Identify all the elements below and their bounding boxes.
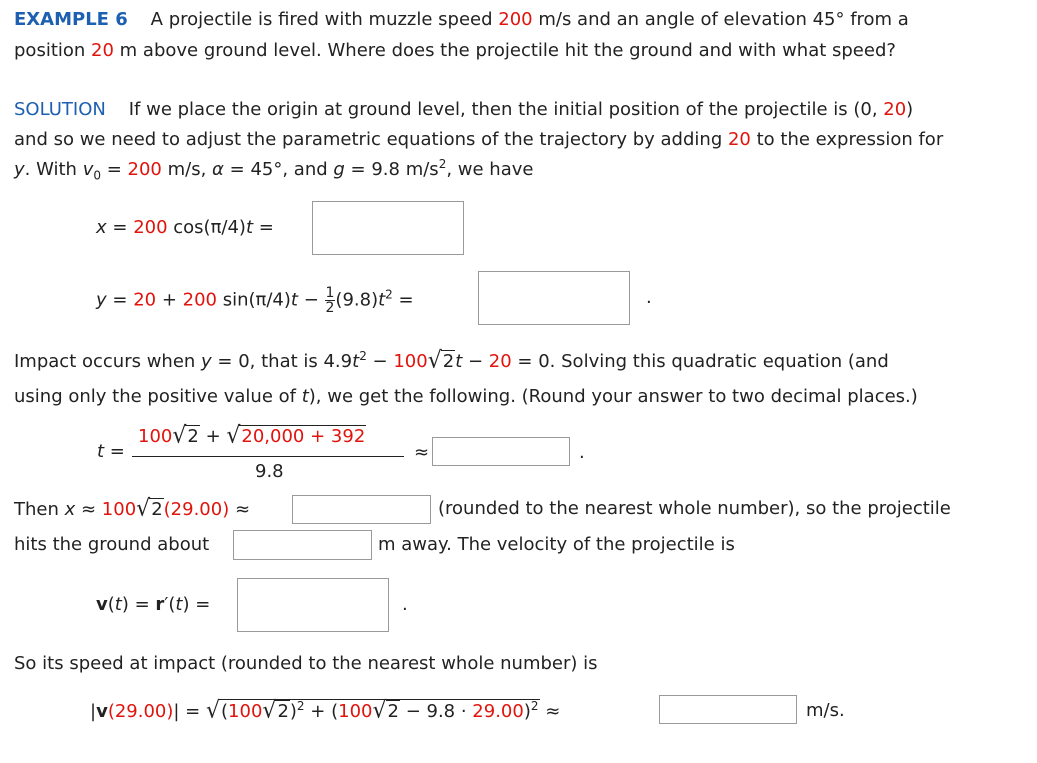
speed-eq-p1b: ) [289, 701, 297, 722]
impact-text-2: = 0, that is 4.9 [211, 351, 353, 372]
solution-text-9: , we have [446, 159, 534, 180]
v-eq-r: r [155, 594, 165, 615]
solution-v0: v [82, 159, 94, 180]
impact-text-7: using only the positive value of [14, 386, 302, 407]
y-eq-period: . [646, 287, 652, 308]
solution-text-7: = 45°, and [223, 159, 334, 180]
speed-eq-sqrt1: √2 [262, 697, 289, 724]
solution-eq1: = [101, 159, 128, 180]
solution-text-8: = 9.8 m/s [344, 159, 439, 180]
example-text-2: m/s and an angle of elevation 45° from a [532, 9, 909, 30]
speed-eq-c3: 29.00 [472, 701, 524, 722]
y-eq-rest: sin(π/4) [216, 289, 291, 311]
example-line-1 [14, 8, 909, 32]
t-eq-fraction-bar [132, 456, 404, 457]
speed-eq-approx: ≈ [539, 701, 561, 722]
t-eq-sqrt1: √2 [172, 422, 199, 449]
then-line-1 [14, 497, 250, 522]
solution-line-2 [14, 128, 943, 152]
y-eq-tail: = [392, 289, 414, 311]
speed-eq-p2: ) [523, 701, 531, 722]
y-eq-fraction [325, 286, 336, 315]
x-eq-coef: 200 [133, 217, 168, 238]
impact-text-3: − [366, 351, 394, 372]
impact-y: y [201, 351, 212, 372]
t-answer-box[interactable] [432, 437, 570, 466]
x-eq-eq: = [106, 217, 134, 238]
impact-rad1: 2 [442, 351, 455, 372]
x-equation [96, 216, 274, 240]
speed-line: So its speed at impact (rounded to the nearest whole number) is [14, 653, 598, 674]
impact-t-sup: 2 [359, 349, 367, 363]
y-eq-eq: = [106, 289, 134, 311]
v-eq-t: t [114, 594, 122, 615]
example-speed: 200 [498, 9, 533, 30]
then-c1: 100 [101, 499, 137, 520]
solution-line-3 [14, 158, 533, 182]
x-eq-t: t [245, 217, 254, 238]
solution-v0-sub: 0 [93, 168, 101, 183]
t-eq-rad1: 2 [187, 426, 199, 447]
speed-eq-minus: − 9.8 · [399, 701, 473, 722]
then-text-2: ≈ [75, 499, 102, 520]
y-eq-t2-sup: 2 [385, 287, 393, 302]
then-text-6: hits the ground about [14, 534, 210, 555]
example-text-4: m above ground level. Where does the projectile hit the ground and with what speed? [113, 40, 896, 61]
v-equation: v(t) = r′(t) = [96, 594, 211, 615]
example-text-3: position [14, 40, 92, 61]
t-eq-approx: ≈ [414, 442, 430, 463]
t-eq-num1: 100 [138, 426, 173, 447]
then-text-4: ≈ [229, 499, 251, 520]
v-eq-prime: ′( [164, 594, 176, 615]
y-eq-frac-num: 1 [325, 285, 335, 301]
x-answer-box[interactable] [312, 201, 464, 255]
solution-add: 20 [727, 129, 751, 150]
speed-eq-close: | = [173, 701, 206, 722]
impact-c1: 100 [393, 351, 428, 372]
x-eq-lhs: x [96, 217, 107, 238]
speed-answer-box[interactable] [659, 695, 797, 724]
t-eq-rad2: 20,000 + 392 [241, 426, 366, 447]
impact-c2: 20 [488, 351, 512, 372]
solution-text-5: . With [24, 159, 83, 180]
t-eq-period: . [579, 442, 585, 463]
then-text-1: Then [14, 499, 65, 520]
solution-text-6: m/s, [161, 159, 213, 180]
impact-line-1 [14, 349, 889, 374]
t-eq-eq: = [104, 441, 125, 462]
example-text-1: A projectile is fired with muzzle speed [150, 9, 499, 30]
impact-text-9: ), we get the following. (Round your answer to two decimal places.) [308, 386, 918, 407]
then-text-7: m away. The velocity of the projectile is [378, 534, 735, 555]
solution-y-var: y [14, 159, 25, 180]
t-eq-plus: + [199, 426, 227, 447]
speed-eq-v: v [96, 701, 108, 722]
impact-sqrt: √2 [427, 347, 455, 374]
then-text-5: (rounded to the nearest whole number), so the projectile [438, 498, 951, 519]
y-eq-lhs: y [96, 289, 107, 311]
then-rad1: 2 [151, 499, 163, 520]
speed-equation [90, 699, 560, 724]
x-eq-rest: cos(π/4) [167, 217, 246, 238]
solution-pos-y: 20 [883, 99, 907, 120]
y-equation [96, 286, 414, 315]
speed-eq-rad2: 2 [387, 701, 399, 722]
solution-text-3: and so we need to adjust the parametric equations of the trajectory by adding [14, 129, 728, 150]
y-eq-c1: 20 [133, 289, 157, 311]
speed-eq-sqrt2: √2 [372, 697, 399, 724]
speed-eq-p1: ( [221, 701, 229, 722]
impact-line-2 [14, 385, 918, 409]
impact-t: t [352, 351, 360, 372]
y-eq-t: t [290, 289, 298, 311]
solution-text-1: If we place the origin at ground level, then the initial position of the projectile is (0, [128, 99, 884, 120]
x-eq-tail: = [253, 217, 274, 238]
distance-answer-box[interactable] [233, 530, 372, 560]
speed-eq-sup1: 2 [296, 699, 305, 713]
then-text-3: (29.00) [163, 499, 230, 520]
solution-text-2: ) [906, 99, 914, 120]
then-x: x [64, 499, 76, 520]
speed-eq-rad1: 2 [277, 701, 289, 722]
speed-eq-outer-sqrt: $√(100√2)^2 + (100√2 - 9.8 \cdot 29.00)^2$ ≈ [205, 697, 561, 724]
y-eq-t2: t [378, 289, 386, 311]
v-eq-eq: = [128, 594, 156, 615]
v-eq-close: ) = [182, 594, 211, 615]
solution-line-1 [14, 98, 913, 122]
impact-text-1: Impact occurs when [14, 351, 202, 372]
solution-v0-val: 200 [127, 159, 162, 180]
speed-eq-plus: + ( [304, 701, 339, 722]
t-eq-lhs-wrap [97, 440, 125, 464]
x-impact-answer-box[interactable] [292, 495, 431, 524]
v-eq-t2: t [175, 594, 183, 615]
t-eq-lhs: t [97, 441, 105, 462]
y-eq-g: (9.8) [335, 289, 379, 311]
then-sqrt: √2 [136, 495, 163, 522]
example-line-2 [14, 39, 896, 63]
speed-eq-c1: 100 [228, 701, 263, 722]
solution-text-4: to the expression for [750, 129, 944, 150]
t-eq-den: 9.8 [255, 461, 284, 482]
v-eq-period: . [402, 594, 408, 615]
y-eq-plus: + [156, 289, 183, 311]
example-height: 20 [91, 40, 114, 61]
velocity-answer-box[interactable] [237, 578, 389, 632]
speed-eq-unit: m/s. [806, 700, 845, 721]
y-eq-frac-den: 2 [325, 300, 335, 316]
solution-g: g [333, 159, 345, 180]
v-eq-v: v [96, 594, 108, 615]
t-eq-numerator [138, 424, 366, 449]
impact-text-6: = 0. Solving this quadratic equation (and [511, 351, 889, 372]
t-eq-sqrt2: √20,000 + 392 [226, 422, 366, 449]
impact-t8: t [301, 386, 309, 407]
y-answer-box[interactable] [478, 271, 630, 325]
solution-alpha: α [212, 159, 224, 180]
speed-eq-val: (29.00) [107, 701, 174, 722]
impact-text-5: − [462, 351, 489, 372]
y-eq-minus: − [297, 289, 325, 311]
impact-t4: t [455, 351, 463, 372]
speed-eq-c2: 100 [338, 701, 373, 722]
solution-label: SOLUTION [14, 99, 106, 120]
speed-eq-open: | [90, 701, 97, 722]
example-label: EXAMPLE 6 [14, 9, 128, 30]
y-eq-c2: 200 [182, 289, 217, 311]
speed-eq-radicand [219, 699, 539, 723]
speed-eq-sup2: 2 [530, 699, 539, 713]
solution-text-8-sup: 2 [438, 157, 447, 171]
